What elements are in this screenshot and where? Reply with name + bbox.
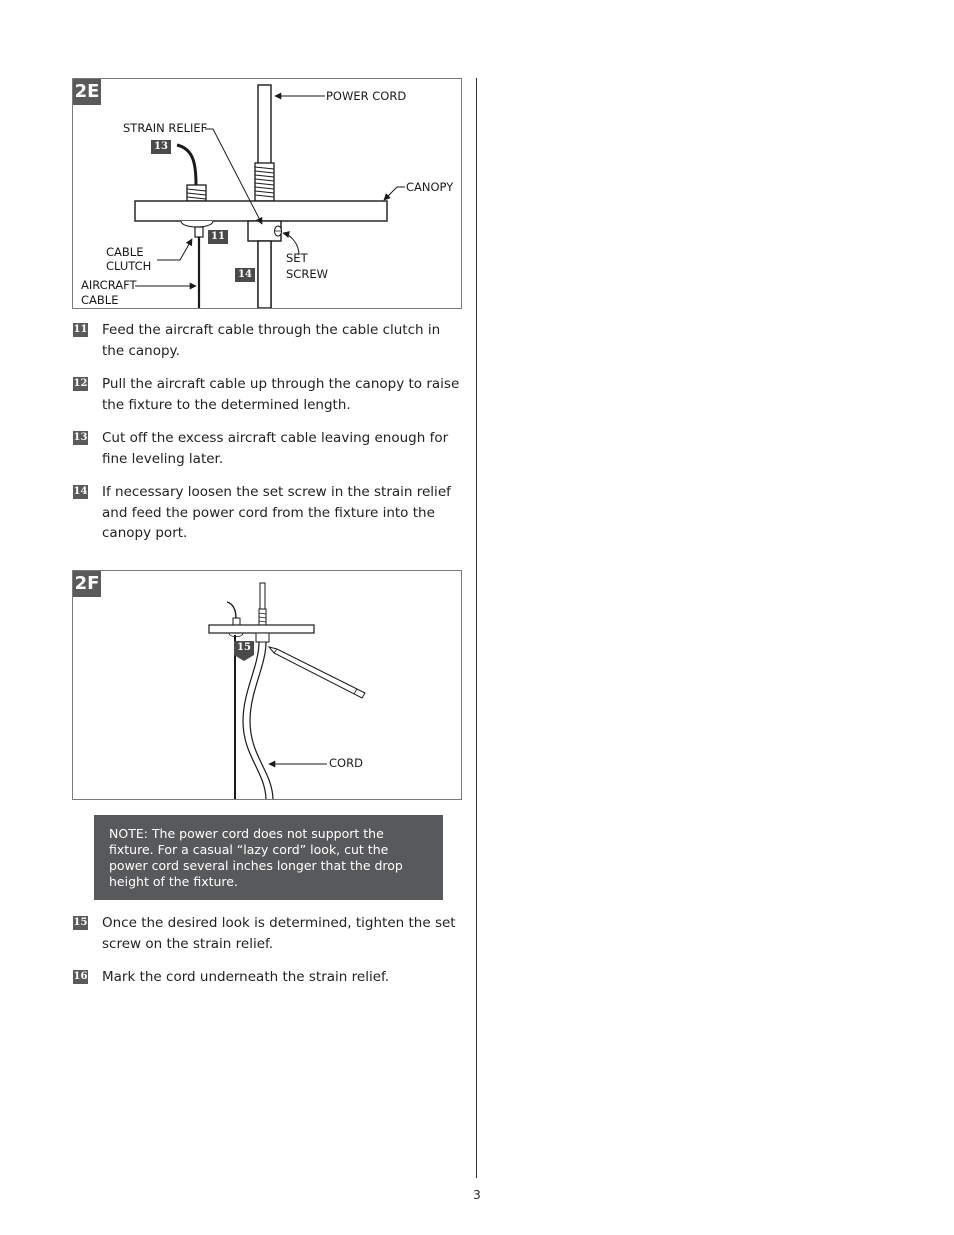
callout-15: 15	[234, 641, 254, 655]
label-cable-clutch-2: CLUTCH	[106, 259, 152, 273]
canopy-leader	[384, 187, 405, 200]
canopy-plate	[135, 201, 387, 221]
strain-relief-wire	[177, 145, 196, 185]
cable-clutch-leader	[157, 239, 192, 260]
diagram-2f	[73, 571, 461, 799]
label-set-screw-2: SCREW	[286, 267, 328, 281]
callout-15-pointer	[234, 655, 254, 661]
figure-2e-badge: 2E	[73, 79, 101, 105]
pencil	[269, 647, 365, 698]
page-number: 3	[473, 1188, 481, 1202]
cable-clutch-body	[181, 221, 213, 227]
callout-13: 13	[151, 140, 171, 154]
step-text: If necessary loosen the set screw in the strain relief and feed the power cord from the fixture into the canopy port.	[102, 484, 451, 541]
step-text: Mark the cord underneath the strain relief.	[102, 969, 390, 985]
label-set-screw-1: SET	[286, 251, 308, 265]
step-number: 13	[73, 432, 88, 443]
cable-clutch	[195, 227, 203, 237]
canopy-plate	[209, 625, 314, 633]
label-cable-clutch-1: CABLE	[106, 245, 144, 259]
figure-2f	[72, 570, 462, 800]
label-aircraft-cable-1: AIRCRAFT	[81, 278, 137, 292]
step-text: Once the desired look is determined, tighten the set screw on the strain relief.	[102, 915, 456, 952]
strain-relief-box	[256, 633, 269, 642]
step-text: Feed the aircraft cable through the cable clutch in the canopy.	[102, 322, 441, 359]
step-text: Pull the aircraft cable up through the canopy to raise the fixture to the determined length.	[102, 376, 460, 413]
callout-11: 11	[208, 230, 228, 244]
lazy-cord-right	[250, 642, 273, 799]
label-cord: CORD	[329, 756, 363, 770]
diagram-2e	[73, 79, 461, 308]
label-canopy: CANOPY	[406, 180, 454, 194]
note-box: NOTE: The power cord does not support the fixture. For a casual “lazy cord” look, cut the power cord several inches longer that the drop height of the fixture.	[94, 815, 443, 900]
strain-relief-wire	[227, 602, 236, 619]
figure-2e	[72, 78, 462, 309]
step-number: 15	[73, 917, 88, 928]
step-number: 11	[73, 324, 88, 335]
step-number: 16	[73, 971, 88, 982]
callout-14: 14	[235, 268, 255, 282]
label-strain-relief: STRAIN RELIEF	[123, 121, 208, 135]
step-number: 12	[73, 378, 88, 389]
power-cord-thread	[255, 163, 274, 201]
figure-2f-badge: 2F	[73, 571, 101, 597]
step-text: Cut off the excess aircraft cable leaving enough for fine leveling later.	[102, 430, 449, 467]
strain-relief-thread	[187, 185, 206, 201]
label-aircraft-cable-2: CABLE	[81, 293, 119, 307]
step-number: 14	[73, 486, 88, 497]
label-power-cord: POWER CORD	[326, 89, 407, 103]
column-divider	[476, 78, 477, 1178]
